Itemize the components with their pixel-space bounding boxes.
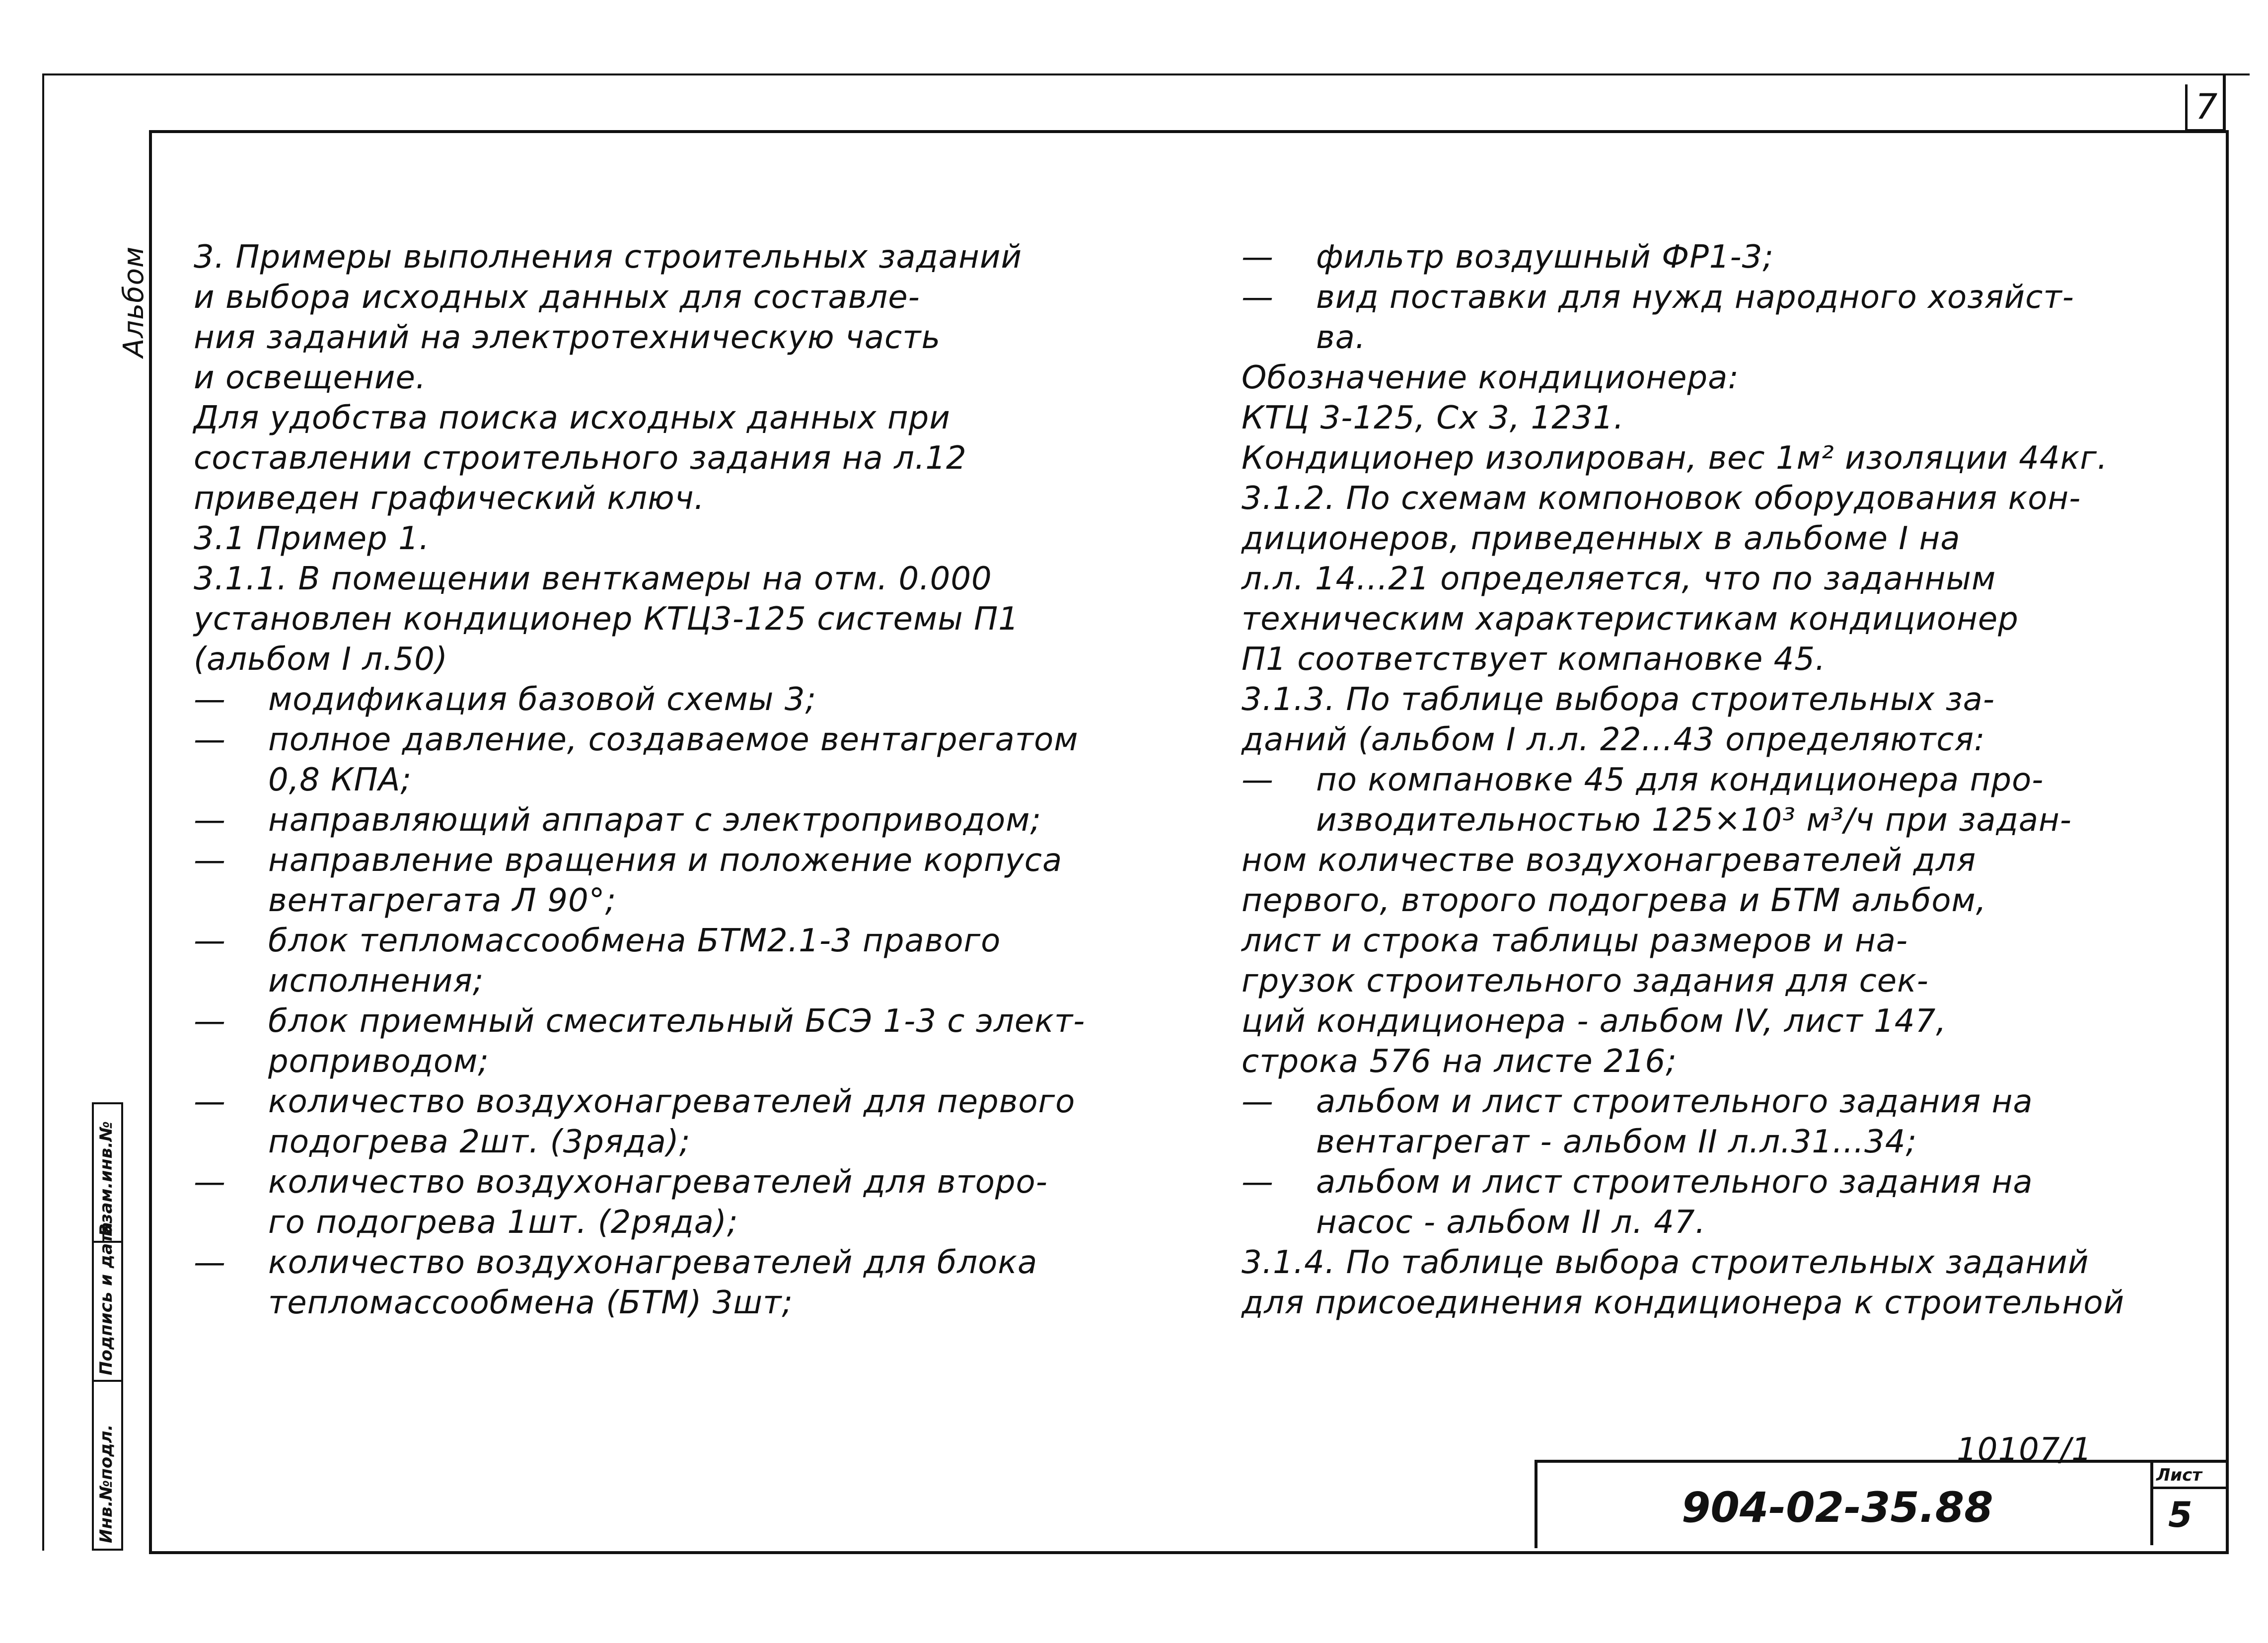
left-column-text: подогрева 2шт. (3ряда); bbox=[268, 1124, 691, 1160]
right-column-line bbox=[1242, 760, 2195, 800]
left-column-text: количество воздухонагревателей для блока bbox=[268, 1244, 1038, 1281]
left-column-line bbox=[194, 1082, 1137, 1122]
left-column-line bbox=[194, 358, 1137, 398]
right-column-text: П1 соответствует компановке 45. bbox=[1242, 641, 1826, 678]
right-column-text: вентагрегат - альбом II л.л.31...34; bbox=[1316, 1124, 1917, 1160]
list-dash: — bbox=[1242, 279, 1274, 316]
right-column-text: вид поставки для нужд народного хозяйст- bbox=[1316, 279, 2074, 316]
right-column-text: по компановке 45 для кондиционера про- bbox=[1316, 762, 2044, 798]
left-column-line bbox=[194, 237, 1137, 278]
left-column-line bbox=[194, 438, 1137, 479]
right-column-line bbox=[1242, 398, 2195, 438]
left-column-text: ния заданий на электротехническую часть bbox=[194, 319, 941, 356]
right-column-line bbox=[1242, 680, 2195, 720]
left-column-line bbox=[194, 841, 1137, 881]
left-column-line bbox=[194, 881, 1137, 921]
left-column-line bbox=[194, 1162, 1137, 1203]
left-column-text: направление вращения и положение корпуса bbox=[268, 842, 1063, 879]
stamp-label-inventory: Инв.№подл. bbox=[96, 1424, 116, 1543]
right-column-text: КТЦ 3-125, Сх 3, 1231. bbox=[1242, 400, 1624, 436]
left-column-line bbox=[194, 921, 1137, 961]
left-column-line bbox=[194, 398, 1137, 438]
left-column-text: (альбом I л.50) bbox=[194, 641, 448, 678]
left-column-text: 3.1.1. В помещении венткамеры на отм. 0.000 bbox=[194, 561, 992, 597]
stamp-label-replacement: Взам.инв.№ bbox=[96, 1121, 116, 1236]
right-column-line bbox=[1242, 1042, 2195, 1082]
right-column-text: л.л. 14...21 определяется, что по заданным bbox=[1242, 561, 1996, 597]
list-dash: — bbox=[1242, 762, 1274, 798]
right-column-line bbox=[1242, 318, 2195, 358]
left-column-line bbox=[194, 760, 1137, 800]
right-column-line bbox=[1242, 640, 2195, 680]
left-column-text: блок тепломассообмена БТМ2.1-3 правого bbox=[268, 923, 1001, 959]
left-column-text: тепломассообмена (БТМ) 3шт; bbox=[268, 1285, 793, 1321]
side-label-album: Альбом bbox=[118, 246, 150, 357]
right-column-text: ций кондиционера - альбом IV, лист 147, bbox=[1242, 1003, 1947, 1040]
right-column-line bbox=[1242, 1203, 2195, 1243]
right-column-text: насос - альбом II л. 47. bbox=[1316, 1204, 1706, 1241]
left-column-text: роприводом; bbox=[268, 1043, 489, 1080]
right-column-line bbox=[1242, 599, 2195, 640]
right-column-text: ва. bbox=[1316, 319, 1366, 356]
list-dash: — bbox=[1242, 1083, 1274, 1120]
left-column-line bbox=[194, 479, 1137, 519]
left-column-line bbox=[194, 720, 1137, 760]
stamp-divider-2 bbox=[94, 1380, 121, 1382]
left-column-text: 0,8 КПА; bbox=[268, 762, 412, 798]
left-column-line bbox=[194, 1042, 1137, 1082]
left-column-line bbox=[194, 318, 1137, 358]
left-column-text: вентагрегата Л 90°; bbox=[268, 882, 617, 919]
left-column-line bbox=[194, 1283, 1137, 1323]
left-column-line bbox=[194, 519, 1137, 559]
right-column-line bbox=[1242, 1283, 2195, 1323]
right-column-text: диционеров, приведенных в альбоме I на bbox=[1242, 520, 1961, 557]
left-column-text: модификация базовой схемы 3; bbox=[268, 681, 817, 718]
list-dash: — bbox=[194, 681, 226, 718]
right-column-text: ном количестве воздухонагревателей для bbox=[1242, 842, 1976, 879]
list-dash: — bbox=[194, 923, 226, 959]
list-dash: — bbox=[194, 842, 226, 879]
left-column-line bbox=[194, 1122, 1137, 1162]
left-column-line bbox=[194, 961, 1137, 1001]
right-column-text: грузок строительного задания для сек- bbox=[1242, 963, 1929, 1000]
sheet-number: 5 bbox=[2168, 1495, 2193, 1535]
left-column-line bbox=[194, 1243, 1137, 1283]
outer-frame-left bbox=[42, 73, 44, 1551]
left-column-text: составлении строительного задания на л.12 bbox=[194, 440, 967, 477]
left-column-line bbox=[194, 1001, 1137, 1042]
right-column-line bbox=[1242, 438, 2195, 479]
left-column-text: приведен графический ключ. bbox=[194, 480, 705, 517]
list-dash: — bbox=[194, 1003, 226, 1040]
left-column-line bbox=[194, 640, 1137, 680]
right-column-text: строка 576 на листе 216; bbox=[1242, 1043, 1677, 1080]
corner-page-box bbox=[2185, 84, 2225, 132]
title-block bbox=[1535, 1460, 2226, 1548]
left-column-line bbox=[194, 559, 1137, 599]
left-column-text: и освещение. bbox=[194, 359, 427, 396]
corner-page-number: 7 bbox=[2195, 86, 2218, 127]
list-dash: — bbox=[194, 721, 226, 758]
stamp-label-signature: Подпись и дата bbox=[96, 1222, 116, 1375]
right-column-line bbox=[1242, 921, 2195, 961]
left-column-line bbox=[194, 599, 1137, 640]
right-column-text: альбом и лист строительного задания на bbox=[1316, 1164, 2033, 1201]
right-column-line bbox=[1242, 519, 2195, 559]
right-column-line bbox=[1242, 1082, 2195, 1122]
right-column-text: первого, второго подогрева и БТМ альбом, bbox=[1242, 882, 1987, 919]
right-column-text: альбом и лист строительного задания на bbox=[1316, 1083, 2033, 1120]
left-column-text: блок приемный смесительный БСЭ 1-3 с элект- bbox=[268, 1003, 1086, 1040]
left-column-text: направляющий аппарат с электроприводом; bbox=[268, 802, 1041, 839]
right-column-text: для присоединения кондиционера к строительной bbox=[1242, 1285, 2125, 1321]
left-column-text: установлен кондиционер КТЦ3-125 системы П1 bbox=[194, 601, 1019, 638]
list-dash: — bbox=[194, 1244, 226, 1281]
left-column-text: Для удобства поиска исходных данных при bbox=[194, 400, 951, 436]
left-column-text: 3.1 Пример 1. bbox=[194, 520, 430, 557]
outer-frame-top bbox=[42, 73, 2250, 75]
right-column-text: техническим характеристикам кондиционер bbox=[1242, 601, 2019, 638]
left-column-line bbox=[194, 680, 1137, 720]
left-column-line bbox=[194, 278, 1137, 318]
right-column-line bbox=[1242, 1001, 2195, 1042]
right-column-line bbox=[1242, 800, 2195, 841]
sheet-divider bbox=[2153, 1487, 2226, 1489]
left-column-text: количество воздухонагревателей для первого bbox=[268, 1083, 1076, 1120]
left-text-column bbox=[194, 237, 1137, 1323]
right-column-text: даний (альбом I л.л. 22...43 определяются: bbox=[1242, 721, 1985, 758]
left-column-text: 3. Примеры выполнения строительных заданий bbox=[194, 239, 1023, 276]
right-column-line bbox=[1242, 841, 2195, 881]
left-column-text: и выбора исходных данных для составле- bbox=[194, 279, 920, 316]
list-dash: — bbox=[194, 802, 226, 839]
right-column-text: изводительностью 125×10³ м³/ч при задан- bbox=[1316, 802, 2072, 839]
left-column-text: количество воздухонагревателей для второ- bbox=[268, 1164, 1048, 1201]
right-column-text: 3.1.4. По таблице выбора строительных заданий bbox=[1242, 1244, 2089, 1281]
right-column-text: лист и строка таблицы размеров и на- bbox=[1242, 923, 1908, 959]
right-column-line bbox=[1242, 1162, 2195, 1203]
right-column-line bbox=[1242, 720, 2195, 760]
list-dash: — bbox=[194, 1083, 226, 1120]
list-dash: — bbox=[1242, 239, 1274, 276]
right-column-line bbox=[1242, 358, 2195, 398]
right-column-line bbox=[1242, 278, 2195, 318]
reference-number: 10107/1 bbox=[1957, 1431, 2092, 1468]
left-column-text: го подогрева 1шт. (2ряда); bbox=[268, 1204, 738, 1241]
left-column-line bbox=[194, 800, 1137, 841]
right-column-text: Обозначение кондиционера: bbox=[1242, 359, 1739, 396]
left-column-text: исполнения; bbox=[268, 963, 484, 1000]
right-column-line bbox=[1242, 559, 2195, 599]
drawing-code: 904-02-35.88 bbox=[1682, 1483, 1993, 1532]
sheet-label: Лист bbox=[2156, 1465, 2202, 1485]
right-column-line bbox=[1242, 237, 2195, 278]
right-column-line bbox=[1242, 479, 2195, 519]
left-column-text: полное давление, создаваемое вентагрегатом bbox=[268, 721, 1079, 758]
right-column-text: 3.1.3. По таблице выбора строительных за- bbox=[1242, 681, 1995, 718]
list-dash: — bbox=[1242, 1164, 1274, 1201]
left-column-line bbox=[194, 1203, 1137, 1243]
right-text-column bbox=[1242, 237, 2195, 1323]
list-dash: — bbox=[194, 1164, 226, 1201]
right-column-line bbox=[1242, 1243, 2195, 1283]
right-column-line bbox=[1242, 1122, 2195, 1162]
right-column-line bbox=[1242, 881, 2195, 921]
sheet-cell bbox=[2150, 1463, 2226, 1545]
right-column-text: Кондиционер изолирован, вес 1м² изоляции 44кг. bbox=[1242, 440, 2108, 477]
right-column-line bbox=[1242, 961, 2195, 1001]
right-column-text: 3.1.2. По схемам компоновок оборудования кон- bbox=[1242, 480, 2081, 517]
right-column-text: фильтр воздушный ФР1-3; bbox=[1316, 239, 1774, 276]
